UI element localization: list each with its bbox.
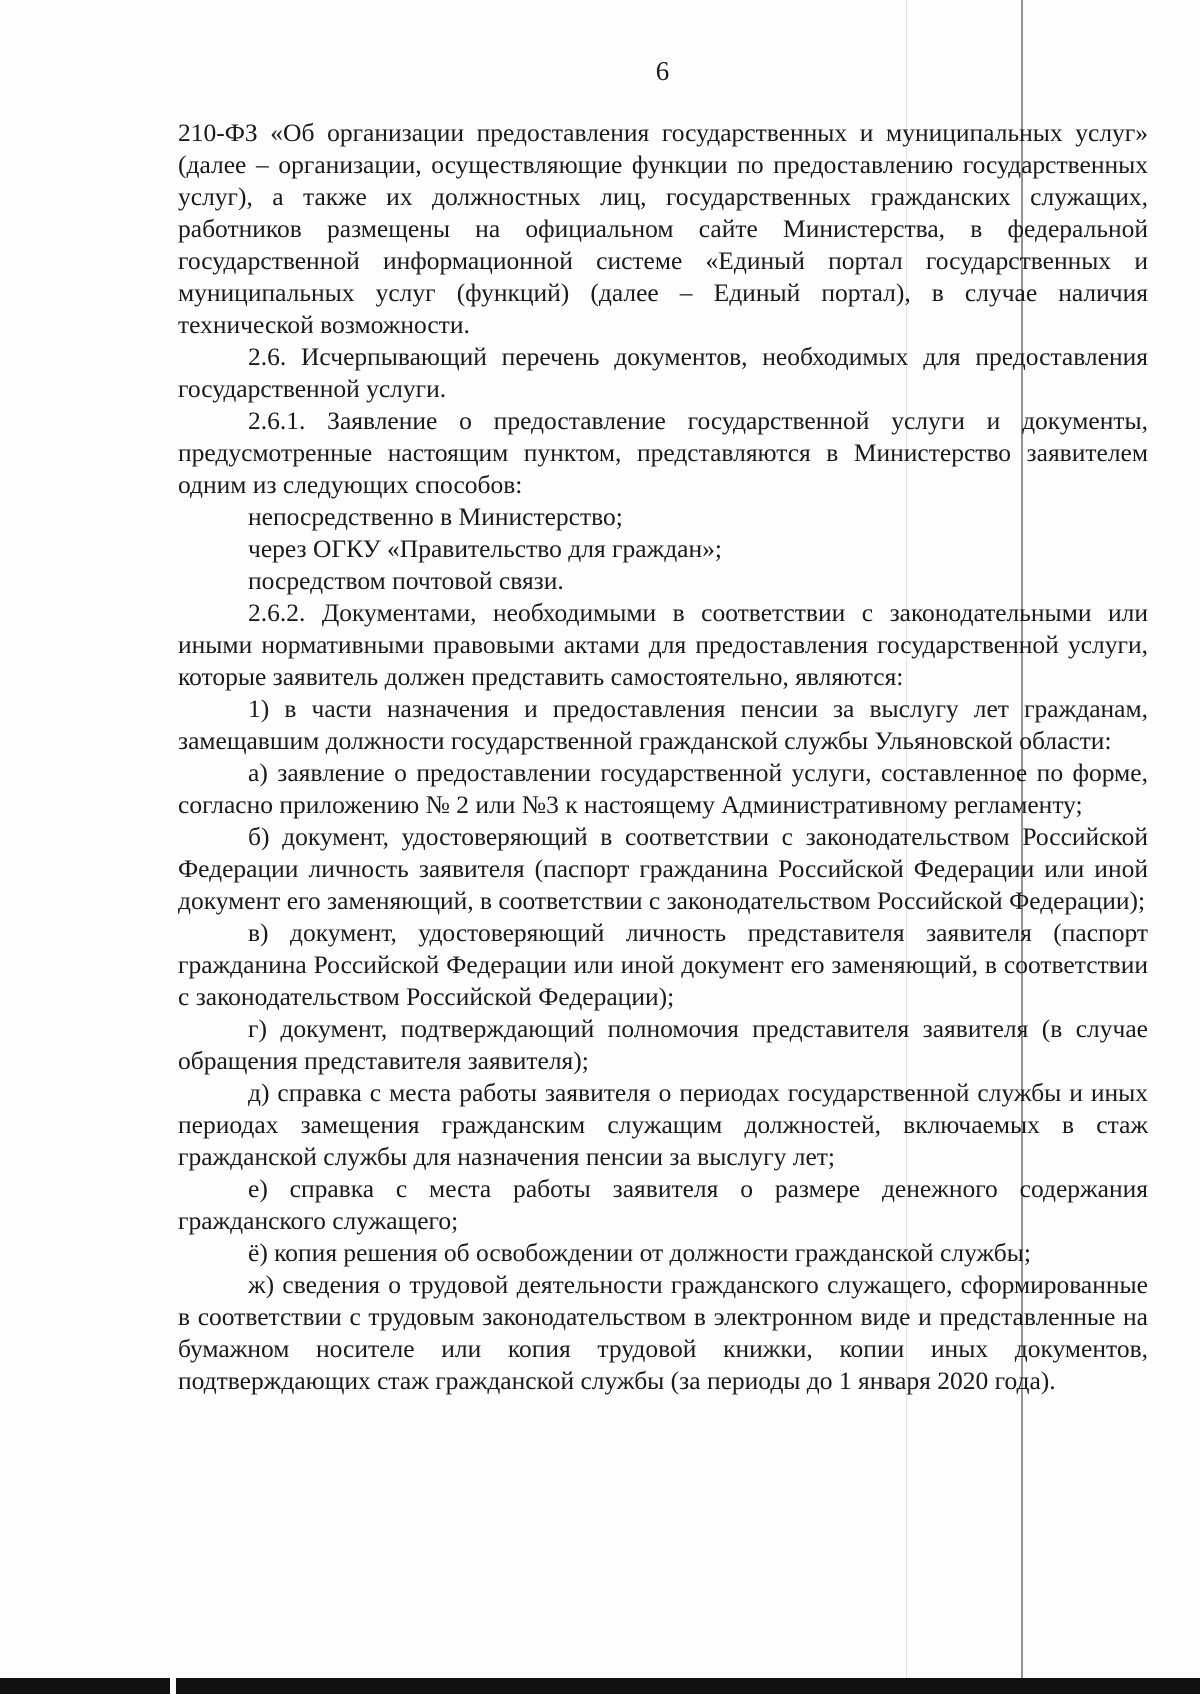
scan-bottom-edge [0, 1678, 1200, 1694]
paragraph-item-zh: ж) сведения о трудовой деятельности гражданского служащего, сформированные в соответствии с трудовым законодательством в электронном виде и представленные на бумажном носителе или копия трудовой книжки, копии иных документов, подтверждающих стаж гражданской службы (за периоды до 1 января 2020 года). [178, 1270, 1148, 1395]
list-item-ogku: через ОГКУ «Правительство для граждан»; [248, 534, 722, 563]
page-number: 6 [655, 56, 670, 86]
paragraph-item-yo: ё) копия решения об освобождении от должности гражданской службы; [248, 1238, 1031, 1267]
paragraph-2-6-2: 2.6.2. Документами, необходимыми в соответствии с законодательными или иными нормативными правовыми актами для предоставления государственной услуги, которые заявитель должен представить самостоятельно, являются: [178, 598, 1148, 691]
paragraph-item-e: е) справка с места работы заявителя о размере денежного содержания гражданского служащего; [178, 1174, 1148, 1235]
list-item-ministry: непосредственно в Министерство; [248, 502, 623, 531]
paragraph-item-b: б) документ, удостоверяющий в соответствии с законодательством Российской Федерации личность заявителя (паспорт гражданина Российской Федерации или иной документ его заменяющий, в соответствии с законодательством Российской Федерации); [178, 822, 1148, 915]
paragraph-item-a: а) заявление о предоставлении государственной услуги, составленное по форме, согласно приложению № 2 или №3 к настоящему Административному регламенту; [178, 758, 1148, 819]
paragraph-continuation: 210-ФЗ «Об организации предоставления государственных и муниципальных услуг» (далее – организации, осуществляющие функции по предоставлению государственных услуг), а также их должностных лиц, государственных гражданских служащих, работников размещены на официальном сайте Министерства, в федеральной государственной информационной системе «Единый портал государственных и муниципальных услуг (функций) (далее – Единый портал), в случае наличия технической возможности. [178, 118, 1148, 339]
paragraph-item-g: г) документ, подтверждающий полномочия представителя заявителя (в случае обращения представителя заявителя); [178, 1014, 1148, 1075]
paragraph-item-1: 1) в части назначения и предоставления пенсии за выслугу лет гражданам, замещавшим должности государственной гражданской службы Ульяновской области: [178, 694, 1148, 755]
paragraph-item-d: д) справка с места работы заявителя о периодах государственной службы и иных периодах замещения гражданским служащим должностей, включаемых в стаж гражданской службы для назначения пенсии за выслугу лет; [178, 1078, 1148, 1171]
paragraph-2-6: 2.6. Исчерпывающий перечень документов, необходимых для предоставления государственной услуги. [178, 342, 1148, 403]
document-body [178, 117, 1148, 1397]
paragraph-item-v: в) документ, удостоверяющий личность представителя заявителя (паспорт гражданина Российской Федерации или иной документ его заменяющий, в соответствии с законодательством Российской Федерации); [178, 918, 1148, 1011]
scan-bottom-edge-gap [170, 1678, 176, 1694]
paragraph-2-6-1: 2.6.1. Заявление о предоставление государственной услуги и документы, предусмотренные настоящим пунктом, представляются в Министерство заявителем одним из следующих способов: [178, 406, 1148, 499]
list-item-post: посредством почтовой связи. [248, 566, 564, 595]
